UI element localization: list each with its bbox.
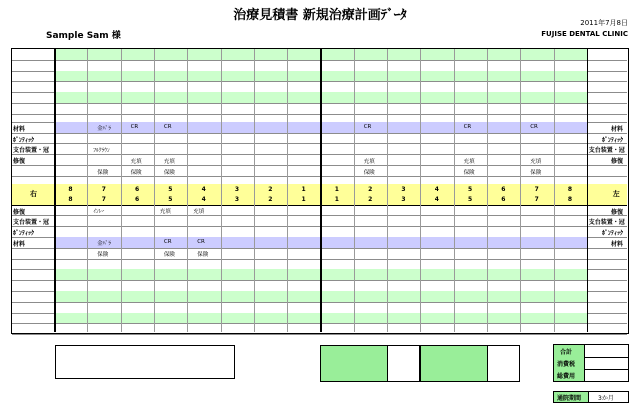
material-cell[interactable]: CR	[163, 124, 172, 131]
material-cell[interactable]: 金ﾊﾟﾗ	[97, 241, 112, 248]
material-cell[interactable]: CR	[530, 124, 538, 131]
insurance-cell[interactable]: 保険	[163, 252, 175, 259]
tooth-number-lower[interactable]: 8	[567, 196, 573, 203]
label-restoration-upper: 修復	[13, 158, 26, 166]
insurance-cell[interactable]: 保険	[163, 169, 175, 176]
tooth-number-lower[interactable]: 8	[68, 196, 73, 203]
restoration-cell[interactable]: 充填	[163, 158, 175, 165]
label-restoration-lower: 修復	[13, 208, 26, 216]
material-cell[interactable]: CR	[363, 124, 372, 131]
restoration-cell[interactable]: 充填	[363, 158, 375, 165]
tooth-number-lower[interactable]: 1	[334, 196, 339, 203]
grand-total-label: 総費用	[557, 373, 576, 380]
tooth-number-lower[interactable]: 7	[101, 196, 106, 203]
page-title: 治療見積書 新規治療計画ﾃﾞｰﾀ	[233, 8, 407, 23]
material-cell[interactable]: CR	[463, 124, 472, 131]
tooth-number-lower[interactable]: 6	[135, 196, 140, 203]
tooth-number-lower[interactable]: 6	[501, 196, 506, 203]
label-support-lower: 支台装置・冠	[13, 219, 50, 227]
tooth-number-upper[interactable]: 3	[401, 185, 406, 193]
label-support-lower-right: 支台装置・冠	[588, 219, 625, 227]
tooth-number-upper[interactable]: 3	[234, 185, 240, 193]
tooth-number-lower[interactable]: 3	[234, 196, 240, 203]
label-support-upper-right: 支台装置・冠	[588, 147, 625, 155]
tooth-number-lower[interactable]: 4	[201, 196, 206, 203]
tooth-number-upper[interactable]: 8	[567, 185, 573, 193]
label-left-side: 左	[612, 189, 620, 198]
label-restoration-lower-right: 修復	[610, 208, 623, 216]
tooth-number-upper[interactable]: 1	[301, 185, 306, 193]
label-support-upper: 支台装置・冠	[13, 147, 50, 155]
fee-box-right	[420, 345, 520, 382]
tooth-number-lower[interactable]: 4	[434, 196, 439, 203]
clinic-name: FUJISE DENTAL CLINIC	[541, 30, 628, 38]
tooth-number-upper[interactable]: 8	[68, 185, 73, 193]
tooth-number-lower[interactable]: 2	[368, 196, 373, 203]
insurance-cell[interactable]: 保険	[97, 169, 109, 176]
insurance-cell[interactable]: 保険	[463, 169, 475, 176]
restoration-cell[interactable]: 充填	[463, 158, 475, 165]
tooth-number-upper[interactable]: 2	[368, 185, 373, 193]
insurance-cell[interactable]: 保険	[363, 169, 375, 176]
period-label: 通院期間	[557, 395, 582, 402]
support-cell[interactable]: ﾌﾙｸﾗｳﾝ	[93, 147, 110, 154]
tooth-number-lower[interactable]: 5	[168, 196, 173, 203]
total-label: 合計	[560, 349, 573, 356]
label-material-lower-right: 材料	[610, 240, 623, 248]
restoration-cell[interactable]: 充填	[193, 209, 205, 215]
restoration-cell[interactable]: 充填	[130, 158, 142, 165]
tax-label: 消費税	[557, 361, 576, 368]
label-material-upper: 材料	[13, 125, 26, 133]
label-pontic-lower-right: ﾎﾟﾝﾃｨｯｸ	[601, 230, 623, 238]
tooth-number-lower[interactable]: 2	[268, 196, 273, 203]
tooth-number-upper[interactable]: 6	[135, 185, 140, 193]
insurance-cell[interactable]: 保険	[530, 169, 542, 176]
tooth-number-lower[interactable]: 1	[301, 196, 306, 203]
label-restoration-upper-right: 修復	[610, 158, 623, 166]
insurance-cell[interactable]: 保険	[130, 169, 142, 176]
insurance-cell[interactable]: 保険	[197, 252, 209, 259]
label-pontic-lower: ﾎﾟﾝﾃｨｯｸ	[13, 230, 35, 238]
total-box	[553, 344, 629, 382]
tooth-number-upper[interactable]: 2	[268, 185, 273, 193]
tooth-number-upper[interactable]: 7	[534, 185, 539, 193]
notes-box[interactable]	[55, 345, 235, 379]
label-pontic-upper: ﾎﾟﾝﾃｨｯｸ	[13, 136, 35, 144]
tooth-number-upper[interactable]: 1	[334, 185, 339, 193]
restoration-cell[interactable]: 充填	[530, 158, 542, 165]
issue-date: 2011年7月8日	[580, 19, 628, 27]
restoration-cell[interactable]: ｲﾝﾚｰ	[93, 209, 105, 215]
tooth-number-upper[interactable]: 4	[201, 185, 206, 193]
tooth-number-upper[interactable]: 4	[434, 185, 439, 193]
label-material-lower: 材料	[13, 240, 26, 248]
label-material-upper-right: 材料	[610, 125, 623, 133]
tooth-number-upper[interactable]: 7	[101, 185, 106, 193]
tooth-number-lower[interactable]: 5	[468, 196, 473, 203]
material-cell[interactable]: CR	[163, 239, 172, 246]
period-value[interactable]: 3か月	[598, 395, 614, 402]
label-pontic-upper-right: ﾎﾟﾝﾃｨｯｸ	[601, 136, 623, 144]
tooth-number-upper[interactable]: 5	[468, 185, 473, 193]
fee-box-left	[320, 345, 420, 382]
tooth-number-lower[interactable]: 3	[401, 196, 406, 203]
tooth-number-upper[interactable]: 6	[501, 185, 506, 193]
label-right-side: 右	[30, 189, 37, 198]
tooth-number-upper[interactable]: 5	[168, 185, 173, 193]
restoration-cell[interactable]: 充填	[159, 209, 171, 215]
period-box	[553, 391, 629, 403]
treatment-grid	[11, 48, 629, 334]
row-line	[12, 334, 627, 335]
tooth-number-lower[interactable]: 7	[534, 196, 539, 203]
material-cell[interactable]: 金ﾊﾟﾗ	[97, 126, 112, 133]
material-cell[interactable]: CR	[130, 124, 139, 131]
midline	[587, 49, 589, 332]
insurance-cell[interactable]: 保険	[97, 252, 109, 259]
material-cell[interactable]: CR	[197, 239, 205, 246]
patient-name: Sample Sam 様	[46, 31, 121, 41]
